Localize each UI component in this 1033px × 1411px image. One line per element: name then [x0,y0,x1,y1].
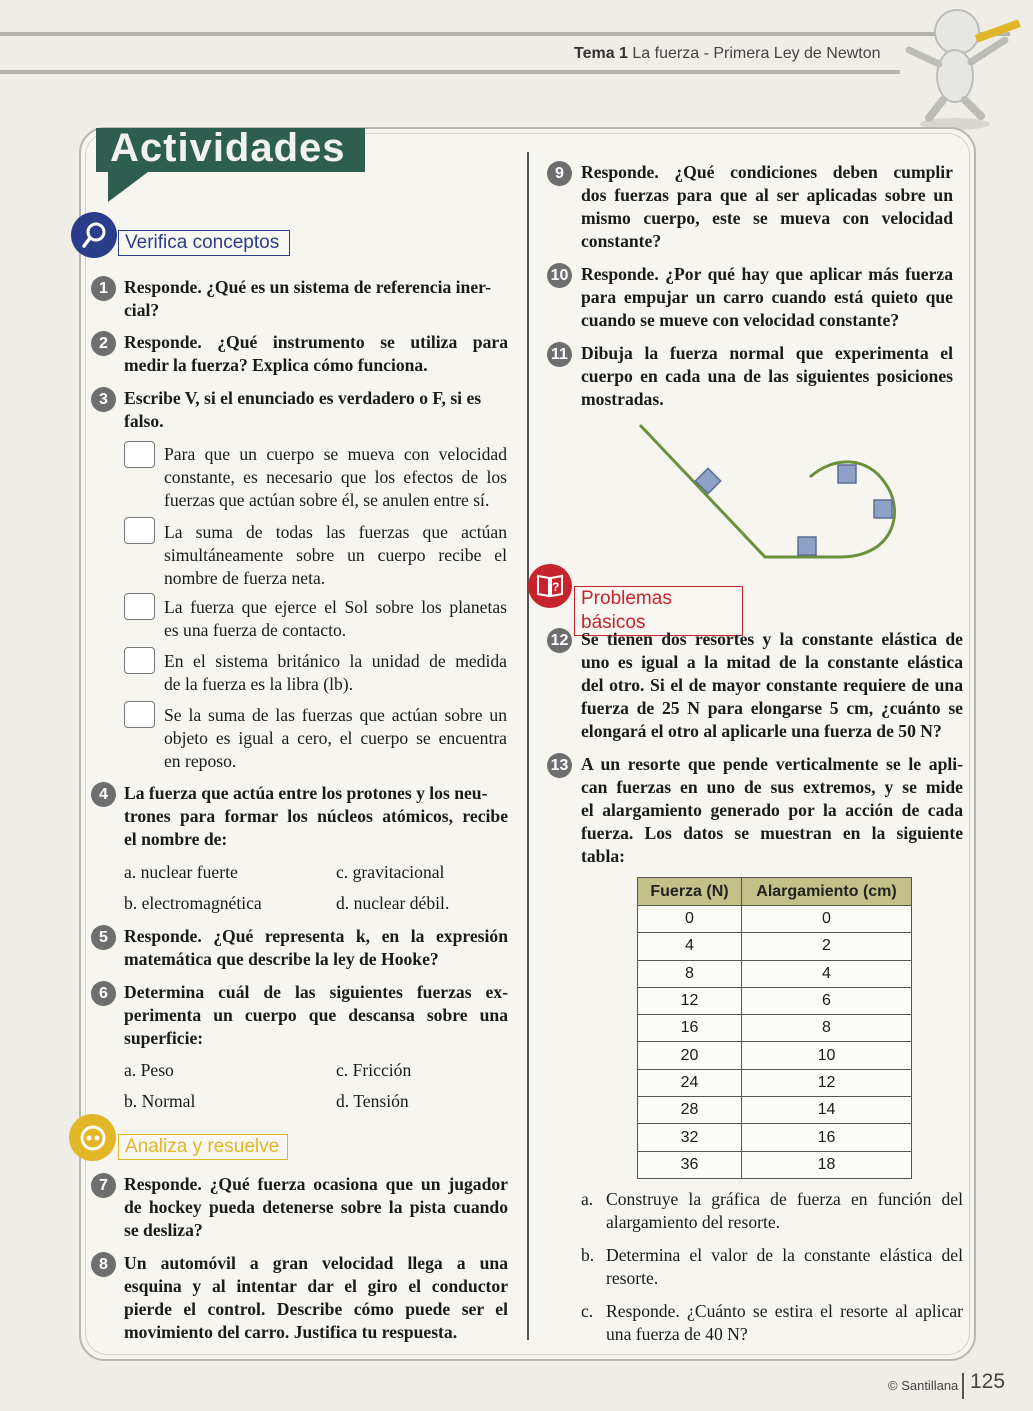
q8-line4: movimiento del carro. Justifica tu respuesta. [124,1322,458,1342]
q11-line2: cuerpo en cada una de las siguientes posiciones [581,366,953,386]
table-cell: 8 [742,1015,912,1042]
table-cell: 16 [742,1124,912,1151]
q12-line4: fuerza de 25 N para elongarse 5 cm, ¿cuánto se [581,698,963,718]
table-cell: 6 [742,987,912,1014]
header-rule-bottom [0,70,900,74]
table-row [638,1124,912,1151]
table-row [638,1069,912,1096]
q7-line2: de hockey pueda detenerse sobre la pista cuando [124,1197,508,1217]
q7-number: 7 [91,1173,116,1198]
q6-option-d: d. Tensión [336,1091,409,1111]
q2-line1: Responde. ¿Qué instrumento se utiliza para [124,332,508,352]
table-row [638,1015,912,1042]
tf-checkbox-4[interactable] [124,647,155,674]
q1-line2: cial? [124,300,160,320]
table-cell: 18 [742,1151,912,1178]
q13-sub-c-line2: una fuerza de 40 N? [606,1324,748,1344]
q10-line2: para empujar un carro cuando está quieto que [581,287,953,307]
q13-sub-b-line1: Determina el valor de la constante elástica del [606,1245,963,1265]
q6-line1: Determina cuál de las siguientes fuerzas ex- [124,982,508,1002]
q6-line3: superficie: [124,1028,204,1048]
table-cell: 32 [638,1124,742,1151]
q12-number: 12 [547,628,572,653]
q13-line3: el alargamiento generado por la acción de cada [581,800,963,820]
q8-line2: esquina y al intentar dar el giro el conductor [124,1276,508,1296]
q13-sub-c-line1: Responde. ¿Cuánto se estira el resorte al aplicar [606,1301,963,1321]
magnifier-icon [71,212,117,258]
tf-item-5-line3: en reposo. [164,751,237,771]
table-cell: 4 [638,933,742,960]
q13-sub-a-letter: a. [581,1189,594,1209]
table-row [638,1042,912,1069]
q8-line3: pierde el control. Describe cómo puede ser el [124,1299,508,1319]
track-diagram [630,415,910,575]
q6-option-c: c. Fricción [336,1060,412,1080]
q5-number: 5 [91,925,116,950]
section-analiza-resuelve: Analiza y resuelve [118,1134,288,1160]
q12-line1: Se tienen dos resortes y la constante elástica de [581,629,963,649]
q2-number: 2 [91,331,116,356]
q4-option-d: d. nuclear débil. [336,893,450,913]
block-on-loop-top [838,465,856,483]
q6-number: 6 [91,981,116,1006]
table-row [638,906,912,933]
q4-number: 4 [91,782,116,807]
q13-sub-b-letter: b. [581,1245,595,1265]
table-cell: 0 [742,906,912,933]
q3-line1: Escribe V, si el enunciado es verdadero o F, si es [124,388,482,408]
footer-divider [962,1373,964,1399]
table-row [638,1097,912,1124]
tf-item-1-line1: Para que un cuerpo se mueva con velocidad [164,444,507,464]
q11-line3: mostradas. [581,389,664,409]
q4-line2: trones para formar los núcleos atómicos, recibe [124,806,508,826]
q12-line5: elongará el otro al aplicarle una fuerza de 50 N? [581,721,942,741]
tf-checkbox-3[interactable] [124,593,155,620]
q6-option-a: a. Peso [124,1060,174,1080]
q13-line2: can fuerzas en uno de sus extremos, y se mide [581,777,963,797]
q4-option-b: b. electromagnética [124,893,262,913]
tf-item-2-line2: simultáneamente sobre un cuerpo recibe el [164,545,507,565]
q8-number: 8 [91,1252,116,1277]
q13-sub-a-line2: alargamiento del resorte. [606,1212,781,1232]
q5-line1: Responde. ¿Qué representa k, en la expresión [124,926,508,946]
section-problemas-basicos: Problemas básicos [574,586,743,636]
q4-option-a: a. nuclear fuerte [124,862,238,882]
q12-line2: uno es igual a la mitad de la constante elástica [581,652,963,672]
q9-line2: dos fuerzas para que al ser aplicadas sobre un [581,185,953,205]
q4-line3: el nombre de: [124,829,228,849]
q13-line4: fuerza. Los datos se muestran en la siguiente [581,823,963,843]
tf-item-4-line1: En el sistema británico la unidad de medida [164,651,507,671]
tf-checkbox-2[interactable] [124,517,155,544]
q4-option-c: c. gravitacional [336,862,445,882]
svg-text:?: ? [552,580,560,594]
q1-number: 1 [91,276,116,301]
footer-copyright: © Santillana [888,1378,959,1393]
activities-banner-tail [108,172,148,202]
table-row [638,987,912,1014]
q9-number: 9 [547,161,572,186]
tf-item-1-line3: fuerzas que actúan sobre él, se anulen entre sí. [164,490,490,510]
q10-line3: cuando se mueve con velocidad constante? [581,310,900,330]
tf-checkbox-5[interactable] [124,701,155,728]
tf-checkbox-1[interactable] [124,441,155,468]
table-cell: 4 [742,960,912,987]
tema-label: Tema 1 [574,45,628,62]
tf-item-3-line2: es una fuerza de contacto. [164,620,347,640]
column-divider [527,152,529,1340]
table-row [638,933,912,960]
tf-item-5-line1: Se la suma de las fuerzas que actúan sobre un [164,705,507,725]
q10-line1: Responde. ¿Por qué hay que aplicar más fuerza [581,264,953,284]
table-cell: 10 [742,1042,912,1069]
table-cell: 16 [638,1015,742,1042]
q6-option-b: b. Normal [124,1091,196,1111]
table-cell: 0 [638,906,742,933]
q12-line3: del otro. Si el de mayor constante requiere de una [581,675,963,695]
header-title [574,45,881,63]
q13-line5: tabla: [581,846,625,866]
table-row [638,960,912,987]
q9-line3: mismo cuerpo, este se mueva con velocidad [581,208,953,228]
tf-item-3-line1: La fuerza que ejerce el Sol sobre los planetas [164,597,507,617]
tf-item-5-line2: objeto es igual a cero, el cuerpo se encuentra [164,728,507,748]
table-cell: 24 [638,1069,742,1096]
block-on-ramp [695,468,720,493]
q11-line1: Dibuja la fuerza normal que experimenta el [581,343,953,363]
table-cell: 28 [638,1097,742,1124]
table-cell: 14 [742,1097,912,1124]
table-cell: 12 [742,1069,912,1096]
q8-line1: Un automóvil a gran velocidad llega a una [124,1253,508,1273]
activities-title: Actividades [110,126,346,170]
tf-item-4-line2: de la fuerza es la libra (lb). [164,674,354,694]
block-on-loop-side [874,500,892,518]
table-cell: 20 [638,1042,742,1069]
table-header-elongation: Alargamiento (cm) [742,878,912,906]
table-cell: 36 [638,1151,742,1178]
q2-line2: medir la fuerza? Explica cómo funciona. [124,355,428,375]
book-question-icon [528,564,572,608]
tf-item-2-line1: La suma de todas las fuerzas que actúan [164,522,507,542]
q13-number: 13 [547,753,572,778]
table-header-force: Fuerza (N) [638,878,742,906]
q13-sub-a-line1: Construye la gráfica de fuerza en función del [606,1189,963,1209]
q10-number: 10 [547,263,572,288]
mascot-illustration [895,2,1025,132]
q5-line2: matemática que describe la ley de Hooke? [124,949,439,969]
q13-sub-b-line2: resorte. [606,1268,659,1288]
table-cell: 2 [742,933,912,960]
page-number: 125 [970,1370,1006,1393]
q13-line1: A un resorte que pende verticalmente se le apli- [581,754,963,774]
q4-line1: La fuerza que actúa entre los protones y los neu- [124,783,488,803]
tf-item-2-line3: nombre de fuerza neta. [164,568,326,588]
q7-line3: se desliza? [124,1220,203,1240]
section-verifica-conceptos: Verifica conceptos [118,230,290,256]
q1-line1: Responde. ¿Qué es un sistema de referencia iner- [124,277,492,297]
q9-line4: constante? [581,231,662,251]
q13-sub-c-letter: c. [581,1301,594,1321]
q11-number: 11 [547,342,572,367]
table-cell: 8 [638,960,742,987]
q6-line2: perimenta un cuerpo que descansa sobre una [124,1005,508,1025]
q9-line1: Responde. ¿Qué condiciones deben cumplir [581,162,953,182]
q3-number: 3 [91,387,116,412]
block-at-bottom [798,537,816,555]
force-elongation-table [637,877,912,1179]
tf-item-1-line2: constante, es necesario que los efectos de los [164,467,507,487]
q3-line2: falso. [124,411,164,431]
q7-line1: Responde. ¿Qué fuerza ocasiona que un jugador [124,1174,508,1194]
table-cell: 12 [638,987,742,1014]
header-rule-top [0,32,1010,36]
table-row [638,1151,912,1178]
gears-icon [69,1114,116,1161]
tema-title: La fuerza - Primera Ley de Newton [632,45,881,62]
